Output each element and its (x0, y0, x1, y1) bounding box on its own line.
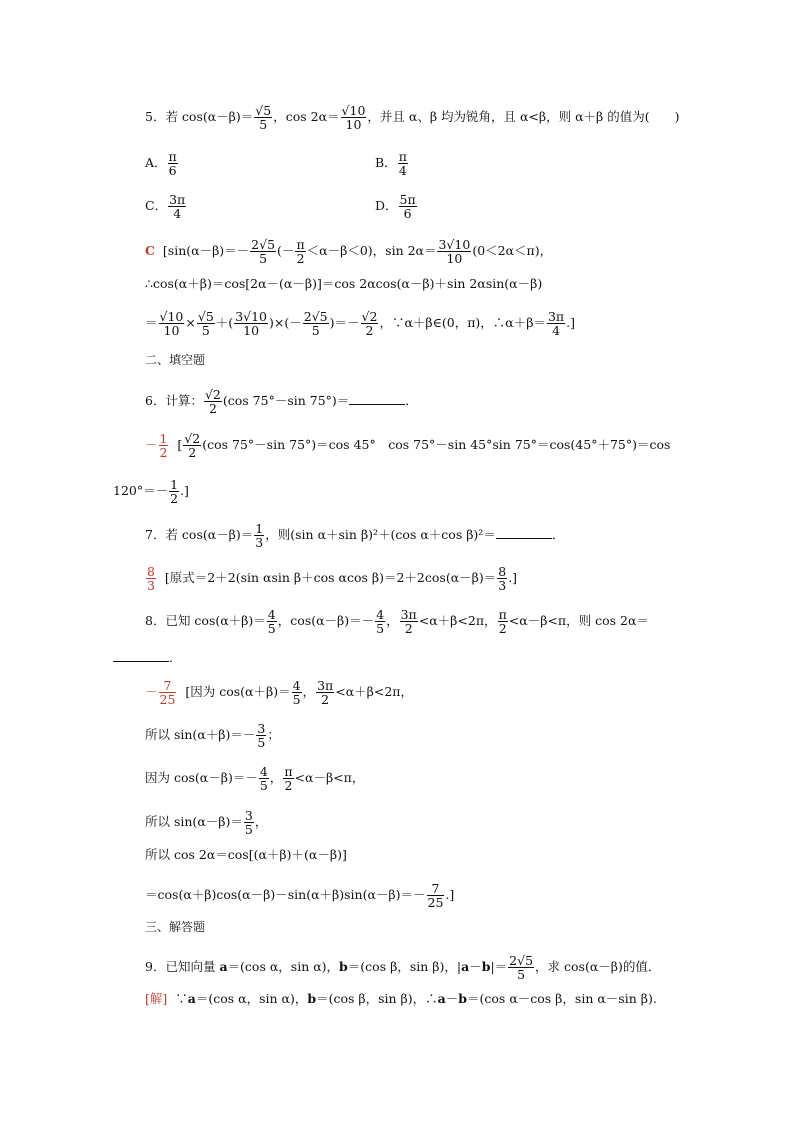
numerator: 3π (169, 192, 186, 207)
denominator: 2 (159, 445, 168, 460)
numerator: 1 (255, 521, 264, 536)
fraction (256, 722, 266, 749)
text: 9．已知向量 (145, 959, 220, 974)
fraction (295, 238, 305, 265)
answer-fraction (159, 679, 177, 706)
numerator: 4 (267, 607, 276, 622)
denominator: 5 (311, 323, 320, 338)
fraction (259, 765, 269, 792)
option-label: D． (375, 198, 398, 213)
numerator: π (284, 764, 293, 779)
section-heading-solve: 三、解答题 (145, 920, 206, 934)
text: [sin(α－β)＝－ (162, 243, 250, 258)
fraction (361, 310, 379, 337)
text: － (469, 959, 482, 974)
text: ＋( (215, 315, 234, 330)
fraction (341, 104, 367, 131)
denominator: 6 (403, 206, 412, 221)
text: (0＜2α＜π)， (472, 243, 553, 258)
q9-stem (145, 954, 660, 981)
vector-a: a (437, 991, 446, 1006)
text: .] (180, 483, 189, 498)
option-label: A． (145, 155, 167, 170)
text: ＜α－β＜0)，sin 2α＝ (306, 243, 437, 258)
option-label: C． (145, 198, 168, 213)
fraction (316, 679, 334, 706)
q5-option-a (145, 150, 179, 177)
fraction (283, 765, 293, 792)
text: ＝(cos α，sin α)， (195, 991, 308, 1006)
numerator: π (296, 237, 305, 252)
numerator: 8 (147, 564, 155, 579)
text: |＝ (490, 959, 508, 974)
numerator: 8 (498, 564, 507, 579)
numerator: 2√5 (509, 953, 534, 968)
text: ＝(cos α，sin α)， (227, 959, 340, 974)
q8-stem-line-2 (113, 648, 173, 667)
fraction (399, 193, 417, 220)
fraction (197, 310, 215, 337)
text: <α－β<π， (294, 770, 365, 785)
denominator: 3 (147, 578, 155, 593)
denominator: 4 (173, 206, 182, 221)
answer-sign: － (145, 684, 158, 699)
numerator: √5 (255, 103, 272, 118)
text: 所以 cos 2α＝cos[(α＋β)＋(α－β)] (145, 847, 347, 862)
text: [原式＝2＋2(sin αsin β＋cos αcos β)＝2＋2cos(α－β)＝ (164, 570, 497, 585)
text: 8．已知 cos(α＋β)＝ (145, 613, 266, 628)
numerator: 3√10 (438, 237, 471, 252)
text: 5．若 cos(α－β)＝ (145, 109, 254, 124)
numerator: √10 (341, 103, 366, 118)
denominator: 10 (345, 117, 362, 132)
denominator: 5 (257, 735, 266, 750)
fraction (375, 608, 385, 635)
fraction (398, 150, 408, 177)
q6-stem (145, 388, 418, 415)
text: ∵ (175, 991, 188, 1006)
text: ，cos 2α＝ (273, 109, 340, 124)
answer-blank (113, 648, 169, 662)
numerator: 3π (317, 678, 334, 693)
denominator: 5 (259, 117, 268, 132)
denominator: 5 (517, 967, 526, 982)
denominator: 5 (259, 778, 268, 793)
numerator: 5π (399, 192, 416, 207)
q6-solution-line-2 (113, 478, 189, 505)
text: ＝cos(α＋β)cos(α－β)－sin(α＋β)sin(α－β)＝－ (145, 887, 426, 902)
fraction (498, 608, 508, 635)
text: )×(－ (269, 315, 302, 330)
vector-a: a (219, 959, 228, 974)
text: ，并且 α、β 均为锐角，且 α<β，则 α＋β 的值为( ) (367, 109, 680, 124)
numerator: √2 (184, 431, 201, 446)
numerator: π (168, 149, 177, 164)
answer-letter: C (145, 243, 155, 258)
q5-solution-line-2 (145, 275, 542, 293)
q8-stem-line-1 (145, 608, 649, 635)
denominator: 4 (552, 323, 561, 338)
fraction (547, 310, 565, 337)
numerator: 7 (159, 679, 177, 693)
fraction (204, 388, 222, 415)
text: ． (405, 393, 418, 408)
fraction (183, 432, 201, 459)
q9-solution (145, 990, 657, 1008)
denominator: 2 (208, 401, 217, 416)
numerator: √2 (361, 309, 378, 324)
q5-stem (145, 104, 680, 131)
denominator: 3 (498, 578, 507, 593)
q5-solution-line-1 (145, 238, 552, 265)
text: ＝(cos α－cos β，sin α－sin β). (467, 991, 657, 1006)
text: (cos 75°－sin 75°)＝cos 45° cos 75°－sin 45°sin 75°＝cos(45°＋75°)＝cos (202, 437, 671, 452)
text: ， (386, 613, 399, 628)
answer-sign: － (145, 437, 158, 452)
numerator: 2√5 (303, 309, 328, 324)
vector-b: b (481, 959, 491, 974)
q8-solution-line-4 (145, 809, 267, 836)
vector-a: a (461, 959, 470, 974)
vector-b: b (307, 991, 317, 1006)
text: ＝(cos β，sin β)，| (347, 959, 462, 974)
fraction (168, 193, 186, 220)
denominator: 25 (427, 895, 444, 910)
text: ． (551, 527, 565, 542)
fraction (254, 104, 272, 131)
fraction (169, 478, 179, 505)
denominator: 5 (292, 692, 301, 707)
denominator: 3 (255, 535, 264, 550)
denominator: 10 (243, 323, 260, 338)
q7-stem (145, 522, 564, 549)
numerator: 3√10 (235, 309, 268, 324)
text: (－ (277, 243, 295, 258)
text: － (445, 991, 459, 1006)
numerator: π (398, 149, 407, 164)
denominator: 5 (259, 251, 268, 266)
denominator: 10 (446, 251, 463, 266)
fraction (267, 608, 277, 635)
denominator: 5 (244, 822, 253, 837)
fraction (400, 608, 418, 635)
numerator: 4 (259, 764, 268, 779)
solution-label: [解] (145, 991, 168, 1006)
text: 所以 sin(α－β)＝ (145, 814, 243, 829)
numerator: 1 (170, 477, 179, 492)
denominator: 25 (159, 692, 176, 707)
text: (cos 75°－sin 75°)＝ (222, 393, 350, 408)
numerator: √2 (204, 387, 221, 402)
q5-solution-line-3 (145, 310, 575, 337)
numerator: π (498, 607, 507, 622)
denominator: 10 (163, 323, 180, 338)
fraction (427, 882, 445, 909)
text: ； (267, 727, 280, 742)
section-heading-fill-in: 二、填空题 (145, 353, 206, 367)
denominator: 2 (170, 491, 179, 506)
text: .] (566, 315, 575, 330)
numerator: √10 (159, 309, 184, 324)
text: ，cos(α－β)＝－ (277, 613, 375, 628)
text: .] (508, 570, 518, 585)
text: ∴cos(α＋β)＝cos[2α－(α－β)]＝cos 2αcos(α－β)＋sin 2αsin(α－β) (145, 276, 543, 291)
text: ＝(cos β，sin β)，∴ (316, 991, 438, 1006)
text: [因为 cos(α＋β)＝ (185, 684, 291, 699)
text: 因为 cos(α－β)＝－ (145, 770, 258, 785)
fraction (234, 310, 268, 337)
fraction (508, 954, 534, 981)
q5-option-b (375, 150, 409, 177)
denominator: 2 (404, 621, 413, 636)
denominator: 2 (498, 621, 507, 636)
fraction (437, 238, 471, 265)
q8-solution-line-5 (145, 846, 347, 864)
q5-option-d (375, 193, 418, 220)
text: ，∵α＋β∈(0，π)，∴α＋β＝ (379, 315, 546, 330)
q7-solution (145, 565, 517, 592)
numerator: 3 (257, 721, 266, 736)
numerator: 4 (292, 678, 301, 693)
numerator: 3π (400, 607, 417, 622)
denominator: 2 (284, 778, 293, 793)
option-label: B． (375, 155, 397, 170)
denominator: 4 (398, 163, 407, 178)
denominator: 2 (296, 251, 305, 266)
denominator: 2 (188, 445, 197, 460)
text: . (169, 650, 173, 665)
vector-b: b (339, 959, 348, 974)
text: ， (269, 770, 283, 785)
denominator: 2 (321, 692, 330, 707)
fraction (159, 310, 185, 337)
fraction (303, 310, 329, 337)
q8-solution-line-3 (145, 765, 364, 792)
text: <α＋β<2π， (418, 613, 497, 628)
answer-fraction (159, 432, 169, 459)
numerator: 2√5 (251, 237, 276, 252)
text: 120°＝－ (113, 483, 169, 498)
text: ，则(sin α＋sin β)²＋(cos α＋cos β)²＝ (265, 527, 496, 542)
text: 6．计算： (145, 393, 203, 408)
denominator: 2 (365, 323, 374, 338)
q8-solution-line-2 (145, 722, 280, 749)
q8-solution-line-1 (145, 679, 413, 706)
numerator: 1 (159, 431, 168, 446)
text: )＝－ (329, 315, 360, 330)
numerator: 7 (427, 882, 445, 896)
fraction (250, 238, 276, 265)
text: .] (445, 887, 455, 902)
text: × (185, 315, 196, 330)
denominator: 5 (201, 323, 210, 338)
denominator: 5 (376, 621, 385, 636)
fraction (497, 565, 507, 592)
numerator: 3π (547, 309, 565, 324)
answer-fraction (146, 565, 156, 592)
numerator: √5 (197, 309, 214, 324)
denominator: 6 (168, 163, 177, 178)
numerator: 4 (376, 607, 385, 622)
text: [ (177, 437, 183, 452)
fraction (254, 522, 264, 549)
text: ，求 cos(α－β)的值． (535, 959, 661, 974)
denominator: 5 (267, 621, 276, 636)
text: <α＋β<2π， (335, 684, 414, 699)
q8-solution-line-6 (145, 882, 454, 909)
text: 所以 sin(α＋β)＝－ (145, 727, 256, 742)
answer-blank (349, 391, 405, 405)
text: ＝ (145, 315, 158, 330)
text: <α－β<π，则 cos 2α＝ (508, 613, 649, 628)
text: ， (254, 814, 268, 829)
fraction (168, 150, 178, 177)
text: 7．若 cos(α－β)＝ (145, 527, 254, 542)
fraction (292, 679, 302, 706)
fraction (244, 809, 254, 836)
numerator: 3 (244, 808, 253, 823)
answer-blank (496, 525, 552, 539)
vector-a: a (187, 991, 196, 1006)
q6-solution-line-1 (145, 432, 670, 459)
q5-option-c (145, 193, 187, 220)
vector-b: b (458, 991, 468, 1006)
text: ， (302, 684, 316, 699)
